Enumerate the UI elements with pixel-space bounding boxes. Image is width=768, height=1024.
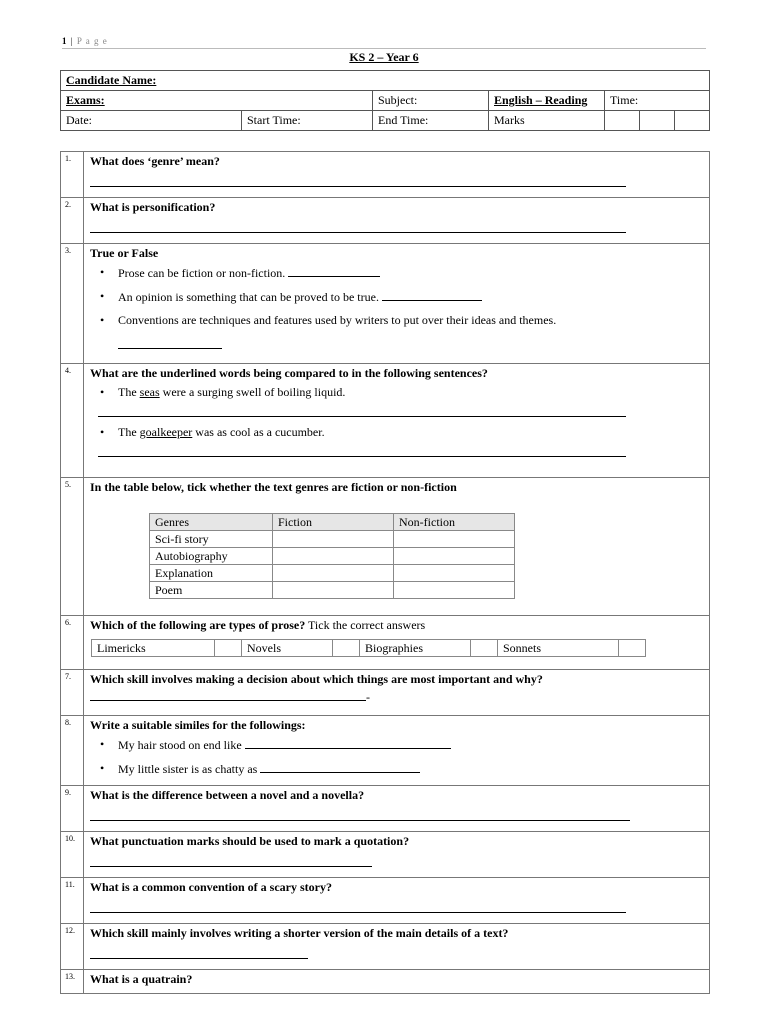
page-number: 1 | P a g e [62,36,108,46]
answer-blank[interactable] [118,337,222,349]
question-row [61,152,710,198]
marks-box[interactable] [640,111,675,131]
question-number: 7. [61,670,84,716]
tick-cell[interactable] [394,548,515,565]
table-row [150,531,515,548]
subject-value: English – Reading [489,91,605,111]
question-number: 2. [61,198,84,244]
question-row [61,244,710,364]
marks-label: Marks [489,111,605,131]
option-label: Sonnets [498,640,619,657]
question-text: True or False [90,246,159,260]
answer-line[interactable] [90,219,626,233]
tick-cell[interactable] [273,548,394,565]
tick-box[interactable] [619,640,646,657]
question-text: Which skill involves making a decision about which things are most important and why? [90,672,543,686]
list-item: • The goalkeeper was as cool as a cucumber. [118,425,703,439]
question-row [61,786,710,832]
tick-cell[interactable] [273,565,394,582]
question-number: 11. [61,878,84,924]
column-header: Non-fiction [394,514,515,531]
marks-box[interactable] [605,111,640,131]
date-field[interactable]: Date: [61,111,242,131]
question-number: 6. [61,616,84,670]
list-item: • Prose can be fiction or non-fiction. [118,265,703,280]
column-header: Genres [150,514,273,531]
table-row [150,548,515,565]
answer-line[interactable] [98,403,626,417]
tick-box[interactable] [333,640,360,657]
option-label: Limericks [92,640,215,657]
document-title: KS 2 – Year 6 [349,50,419,64]
genre-cell: Explanation [150,565,273,582]
questions-table [60,151,710,994]
column-header: Fiction [273,514,394,531]
answer-blank[interactable] [288,265,380,277]
candidate-info-table [60,70,710,131]
tick-cell[interactable] [273,531,394,548]
list-item: • My hair stood on end like [118,737,703,752]
list-item: • The seas were a surging swell of boiling liquid. [118,385,703,399]
question-row [61,970,710,994]
candidate-name-field[interactable]: Candidate Name: [61,71,710,91]
table-row [150,565,515,582]
genre-cell: Poem [150,582,273,599]
answer-line[interactable] [90,853,372,867]
question-text: What is a quatrain? [90,972,193,986]
simile-list [90,737,703,776]
question-text: What are the underlined words being compared to in the following sentences? [90,366,488,380]
option-label: Novels [242,640,333,657]
genre-cell: Sci-fi story [150,531,273,548]
list-item: • Conventions are techniques and features used by writers to put over their ideas and themes. [118,313,703,352]
tick-cell[interactable] [394,565,515,582]
answer-blank[interactable] [245,737,451,749]
question-row [61,478,710,616]
list-item: • My little sister is as chatty as [118,761,703,776]
header-divider [62,48,706,49]
question-number: 3. [61,244,84,364]
marks-box[interactable] [675,111,710,131]
statement-list [90,265,703,352]
question-row [61,832,710,878]
prose-options-table [91,639,646,657]
question-text: What punctuation marks should be used to mark a quotation? [90,834,410,848]
table-row [150,582,515,599]
question-text: What is personification? [90,200,216,214]
question-number: 4. [61,364,84,478]
list-item: • An opinion is something that can be proved to be true. [118,289,703,304]
question-number: 1. [61,152,84,198]
question-number: 10. [61,832,84,878]
question-row [61,878,710,924]
subject-label: Subject: [373,91,489,111]
option-label: Biographies [360,640,471,657]
answer-line[interactable] [90,807,630,821]
question-text: Which of the following are types of prose? [90,618,306,632]
question-row [61,364,710,478]
tick-box[interactable] [215,640,242,657]
question-text: What does ‘genre’ mean? [90,154,220,168]
genre-tick-table [149,513,515,599]
question-number: 8. [61,716,84,786]
sentence-list [90,425,703,439]
question-number: 9. [61,786,84,832]
question-number: 12. [61,924,84,970]
question-text: Which skill mainly involves writing a shorter version of the main details of a text? [90,926,509,940]
tick-box[interactable] [471,640,498,657]
question-text: In the table below, tick whether the text genres are fiction or non-fiction [90,480,457,494]
answer-line[interactable] [90,689,366,701]
question-text: Write a suitable similes for the followings: [90,718,306,732]
question-number: 13. [61,970,84,994]
tick-cell[interactable] [273,582,394,599]
answer-line[interactable] [90,945,308,959]
question-text: What is a common convention of a scary story? [90,880,332,894]
question-number: 5. [61,478,84,616]
answer-blank[interactable] [382,289,482,301]
tick-cell[interactable] [394,531,515,548]
answer-line[interactable] [90,899,626,913]
question-row [61,198,710,244]
exams-field[interactable]: Exams: [61,91,373,111]
answer-line[interactable] [90,173,626,187]
sentence-list [90,385,703,399]
answer-blank[interactable] [260,761,420,773]
question-row [61,716,710,786]
answer-line[interactable] [98,443,626,457]
start-time-field[interactable]: Start Time: [242,111,373,131]
time-field[interactable]: Time: [605,91,710,111]
question-text: What is the difference between a novel and a novella? [90,788,365,802]
genre-cell: Autobiography [150,548,273,565]
tick-cell[interactable] [394,582,515,599]
question-hint: Tick the correct answers [305,618,426,632]
question-row [61,616,710,670]
question-row [61,670,710,716]
trailing-dash: - [366,690,370,704]
end-time-field[interactable]: End Time: [373,111,489,131]
question-row [61,924,710,970]
